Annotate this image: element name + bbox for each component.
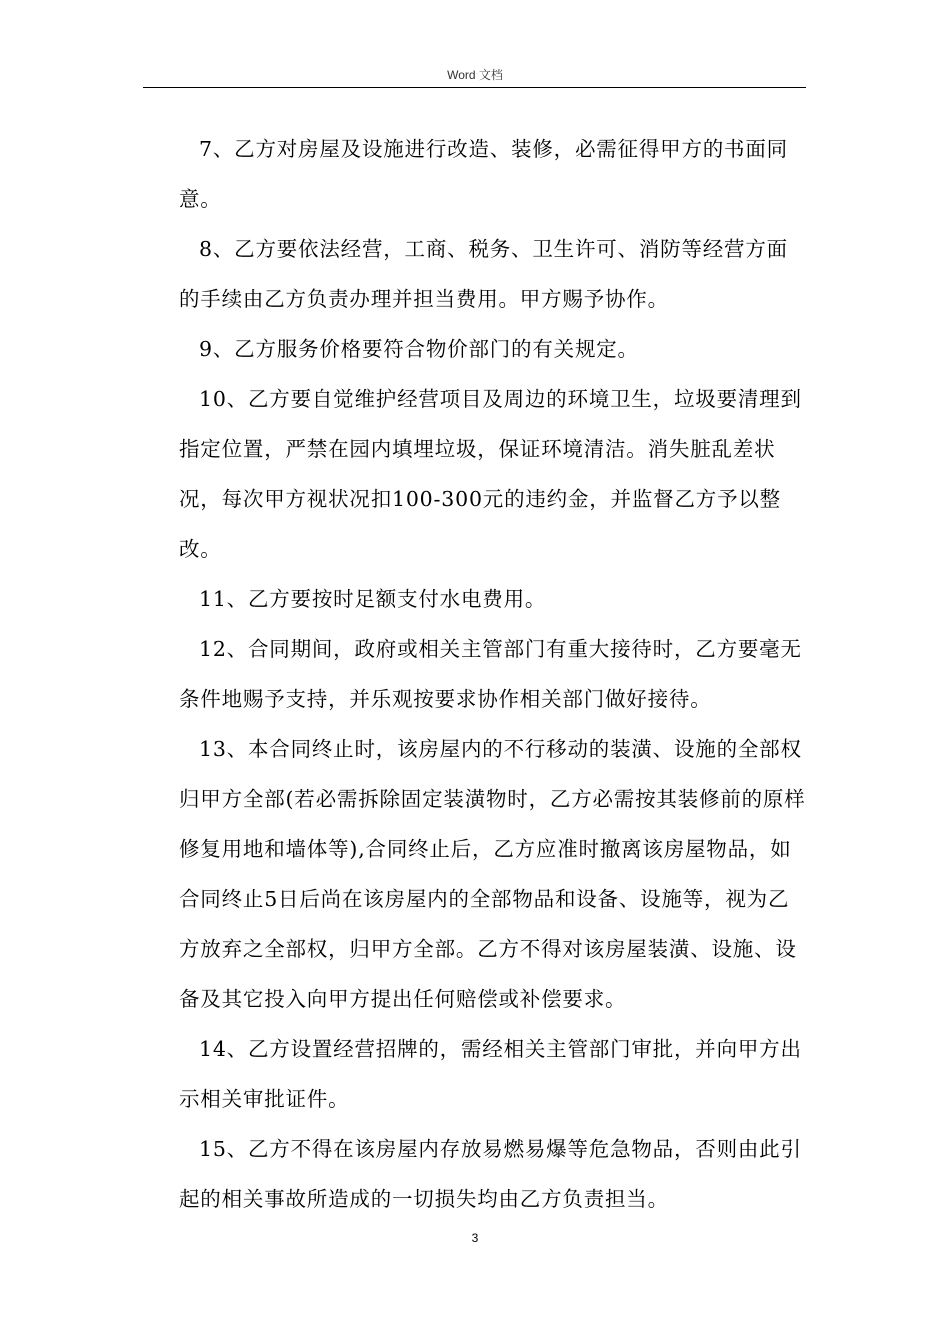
clause-8: 8、乙方要依法经营，工商、税务、卫生许可、消防等经营方面的手续由乙方负责办理并担当费用。甲方赐予协作。 [179,237,788,311]
document-body [179,124,809,1224]
clause-15: 15、乙方不得在该房屋内存放易燃易爆等危急物品，否则由此引起的相关事故所造成的一切损失均由乙方负责担当。 [179,1137,802,1211]
clause-10: 10、乙方要自觉维护经营项目及周边的环境卫生，垃圾要清理到指定位置，严禁在园内填埋垃圾，保证环境清洁。消失脏乱差状况，每次甲方视状况扣100-300元的违约金，并监督乙方予以整改。 [179,387,802,561]
header-divider [143,87,806,88]
clause-9: 9、乙方服务价格要符合物价部门的有关规定。 [199,337,639,361]
clause-13: 13、本合同终止时，该房屋内的不行移动的装潢、设施的全部权归甲方全部(若必需拆除固定装潢物时，乙方必需按其装修前的原样修复用地和墙体等),合同终止后，乙方应准时撤离该房屋物品，如合同终止5日后尚在该房屋内的全部物品和设备、设施等，视为乙方放弃之全部权，归甲方全部。乙方不得对该房屋装潢、设施、设备及其它投入向甲方提出任何赔偿或补偿要求。 [179,737,806,1011]
clause-12: 12、合同期间，政府或相关主管部门有重大接待时，乙方要毫无条件地赐予支持，并乐观按要求协作相关部门做好接待。 [179,637,802,711]
clause-14: 14、乙方设置经营招牌的，需经相关主管部门审批，并向甲方出示相关审批证件。 [179,1037,802,1111]
clause-7: 7、乙方对房屋及设施进行改造、装修，必需征得甲方的书面同意。 [179,137,788,211]
clause-11: 11、乙方要按时足额支付水电费用。 [199,587,547,611]
page-number: 3 [471,1231,479,1245]
page-header: Word 文档 [447,68,503,82]
